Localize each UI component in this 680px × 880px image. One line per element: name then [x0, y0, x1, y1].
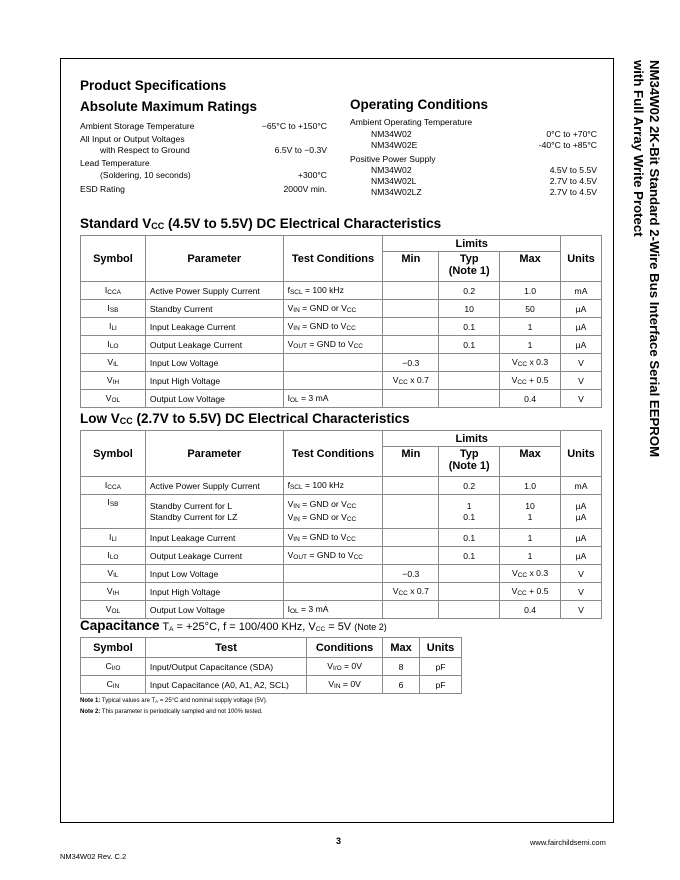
std-h-limits: Limits — [383, 236, 561, 252]
side-title-line1: NM34W02 2K-Bit Standard 2-Wire Bus Interface Serial EEPROM — [647, 60, 662, 458]
cap-h-conditions: Conditions — [307, 638, 383, 658]
table-row: ILO Output Leakage Current VOUT = GND to VCC 0.1 1 µA — [81, 547, 602, 565]
table-row: VOL Output Low Voltage IOL = 3 mA 0.4 V — [81, 390, 602, 408]
cap-h-symbol: Symbol — [81, 638, 146, 658]
io-value: 6.5V to −0.3V — [274, 145, 327, 155]
lead-label: Lead Temperature — [80, 158, 150, 168]
table-row: ISB Standby Current VIN = GND or VCC 10 50 µA — [81, 300, 602, 318]
capacitance-title: Capacitance TA = +25°C, f = 100/400 KHz, VCC = 5V (Note 2) — [80, 618, 387, 633]
abs-max-title: Absolute Maximum Ratings — [80, 99, 258, 114]
io-label: All Input or Output Voltages — [80, 134, 185, 144]
table-row: ILI Input Leakage Current VIN = GND to VCC 0.1 1 µA — [81, 318, 602, 336]
low-h-typ: Typ (Note 1) — [439, 447, 500, 477]
std-h-symbol: Symbol — [81, 236, 146, 282]
low-h-min: Min — [383, 447, 439, 477]
note-1: Note 1: Typical values are TA = 25°C and nominal supply voltage (5V). — [80, 698, 268, 704]
esd-value: 2000V min. — [283, 184, 327, 194]
amb-value1: 0°C to +70°C — [546, 129, 597, 139]
low-h-limits: Limits — [383, 431, 561, 447]
table-row: ICCA Active Power Supply Current fSCL = 100 kHz 0.2 1.0 mA — [81, 282, 602, 300]
pwr-value2: 2.7V to 4.5V — [549, 176, 597, 186]
std-dc-title: Standard VCC (4.5V to 5.5V) DC Electrical Characteristics — [80, 216, 442, 231]
amb-label: Ambient Operating Temperature — [350, 117, 473, 127]
std-h-min: Min — [383, 252, 439, 282]
table-row: ISB Standby Current for L Standby Current for LZ VIN = GND or VCC VIN = GND or VCC 1 0.1 10 1 µA µA — [81, 495, 602, 529]
cap-h-test: Test — [145, 638, 306, 658]
table-row: VIH Input High Voltage VCC x 0.7 VCC + 0.5 V — [81, 372, 602, 390]
op-cond-title: Operating Conditions — [350, 97, 488, 112]
pwr-value3: 2.7V to 4.5V — [549, 187, 597, 197]
amb-part1: NM34W02 — [371, 129, 412, 139]
table-row: VOL Output Low Voltage IOL = 3 mA 0.4 V — [81, 601, 602, 619]
std-h-parameter: Parameter — [145, 236, 283, 282]
pwr-part2: NM34W02L — [371, 176, 417, 186]
std-h-typ: Typ (Note 1) — [439, 252, 500, 282]
pwr-value1: 4.5V to 5.5V — [549, 165, 597, 175]
io-label2: with Respect to Ground — [100, 145, 190, 155]
std-h-units: Units — [560, 236, 601, 282]
pwr-part1: NM34W02 — [371, 165, 412, 175]
std-dc-table — [80, 235, 602, 408]
table-row: ILI Input Leakage Current VIN = GND to VCC 0.1 1 µA — [81, 529, 602, 547]
revision-label: NM34W02 Rev. C.2 — [60, 852, 127, 861]
pwr-part3: NM34W02LZ — [371, 187, 422, 197]
table-row: VIL Input Low Voltage −0.3 VCC x 0.3 V — [81, 565, 602, 583]
table-row: VIH Input High Voltage VCC x 0.7 VCC + 0.5 V — [81, 583, 602, 601]
page-number: 3 — [336, 836, 342, 846]
low-dc-table — [80, 430, 602, 619]
capacitance-table — [80, 637, 462, 694]
low-h-conditions: Test Conditions — [283, 431, 383, 477]
side-title-line2: with Full Array Write Protect — [631, 60, 646, 237]
table-row: ILO Output Leakage Current VOUT = GND to VCC 0.1 1 µA — [81, 336, 602, 354]
table-row: CI/O Input/Output Capacitance (SDA) VI/O = 0V 8 pF — [81, 658, 462, 676]
amb-value2: -40°C to +85°C — [538, 140, 597, 150]
low-h-symbol: Symbol — [81, 431, 146, 477]
low-h-units: Units — [560, 431, 601, 477]
lead-label2: (Soldering, 10 seconds) — [100, 170, 191, 180]
storage-value: −65°C to +150°C — [261, 121, 327, 131]
product-specifications-heading: Product Specifications — [80, 78, 227, 93]
std-h-max: Max — [500, 252, 561, 282]
lead-value: +300°C — [298, 170, 327, 180]
storage-label: Ambient Storage Temperature — [80, 121, 195, 131]
low-dc-title: Low VCC (2.7V to 5.5V) DC Electrical Characteristics — [80, 411, 410, 426]
pwr-label: Positive Power Supply — [350, 154, 436, 164]
table-row: CIN Input Capacitance (A0, A1, A2, SCL) VIN = 0V 6 pF — [81, 676, 462, 694]
cap-h-max: Max — [383, 638, 420, 658]
footer-url[interactable]: www.fairchildsemi.com — [530, 838, 606, 847]
table-row: ICCA Active Power Supply Current fSCL = 100 kHz 0.2 1.0 mA — [81, 477, 602, 495]
side-title — [624, 60, 664, 780]
amb-part2: NM34W02E — [371, 140, 418, 150]
esd-label: ESD Rating — [80, 184, 125, 194]
std-h-conditions: Test Conditions — [283, 236, 383, 282]
low-h-parameter: Parameter — [145, 431, 283, 477]
note-2: Note 2: This parameter is periodically sampled and not 100% tested. — [80, 709, 263, 715]
cap-h-units: Units — [420, 638, 462, 658]
low-h-max: Max — [500, 447, 561, 477]
table-row: VIL Input Low Voltage −0.3 VCC x 0.3 V — [81, 354, 602, 372]
